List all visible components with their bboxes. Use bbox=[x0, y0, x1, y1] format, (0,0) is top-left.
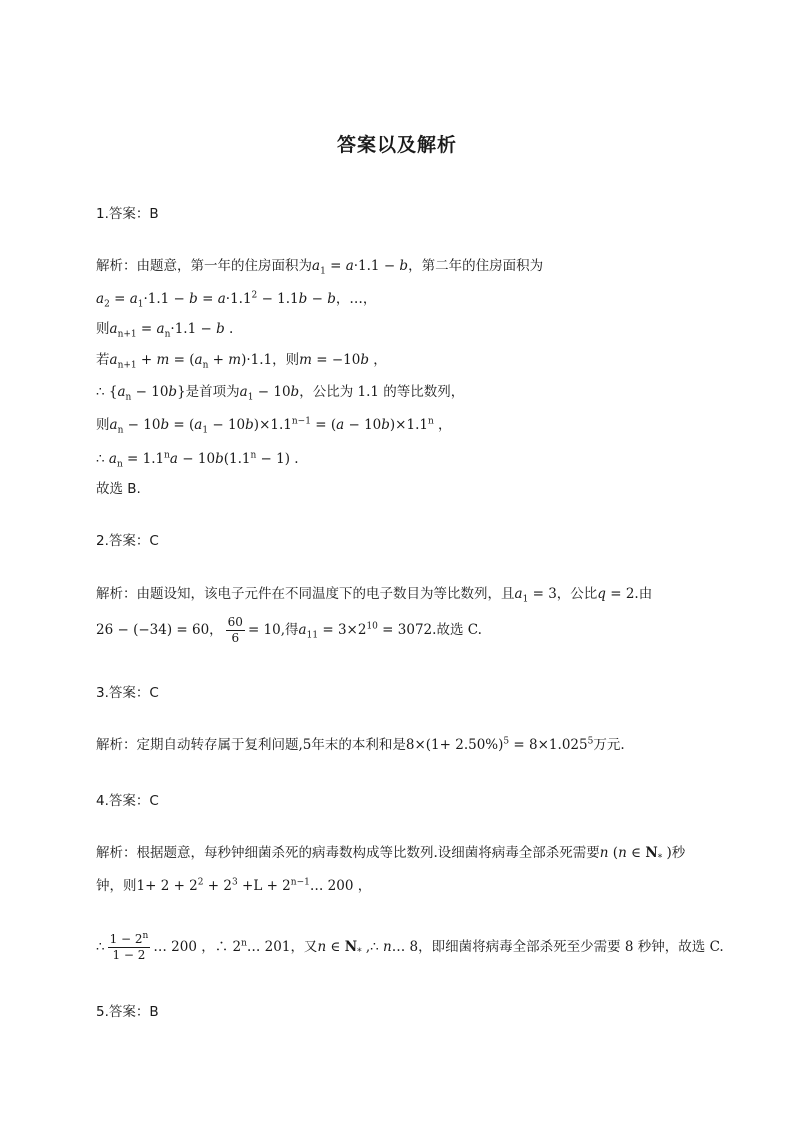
q4-formula-n8: n ∈ $N_*$ ,∴ n… 8 bbox=[317, 939, 419, 958]
q1-text: 若 bbox=[96, 352, 110, 368]
q1-formula-a2: $a_2 = a_1\cdot 1.1 - b = a\cdot 1.1^2 - 1.1b - b$ bbox=[96, 290, 336, 310]
q2-formula-diff: 26 − (−34) = 60 bbox=[96, 622, 210, 638]
q2-solution-line-2 bbox=[96, 614, 706, 646]
q2-answer: 2.答案：C bbox=[96, 533, 159, 549]
q1-text: ，则 bbox=[272, 352, 300, 368]
q1-answer: 1.答案：B bbox=[96, 206, 159, 222]
q4-solution-line-3 bbox=[96, 930, 724, 964]
q3-text: 解析：定期自动转存属于复利问题,5年末的本利和是 bbox=[96, 737, 406, 753]
q4-fraction-geometric-sum: $\frac{1 - 2^n}{1 - 2}$ bbox=[109, 931, 149, 962]
q1-formula-m: $a_{n+1} + m = (a_n + m)\cdot 1.1$ bbox=[109, 352, 273, 371]
q1-conclusion: 故选 B. bbox=[96, 481, 141, 497]
q3-text: 万元. bbox=[593, 737, 625, 753]
q1-text: ，…， bbox=[335, 291, 377, 307]
q1-solution-line-5 bbox=[96, 382, 706, 402]
q3-solution-line-1 bbox=[96, 735, 706, 755]
q2-formula-a1: $a_1 = 3$ bbox=[514, 586, 557, 605]
q1-solution-line-3 bbox=[96, 319, 706, 339]
q3-answer: 3.答案：C bbox=[96, 685, 159, 701]
q3-formula-compound: $8\times(1+ 2.50\%)^5 = 8\times 1.025^5$ bbox=[405, 736, 594, 753]
q1-formula-m-value: m = −10b ， bbox=[299, 352, 387, 368]
q1-text: ，公比为 1.1 的等比数列， bbox=[299, 384, 465, 400]
q1-text: 则 bbox=[96, 321, 110, 337]
q1-text: 是首项为 bbox=[185, 384, 240, 400]
q2-text: .故选 C. bbox=[432, 622, 482, 638]
q1-solution-line-1 bbox=[96, 256, 706, 276]
q1-text: 则 bbox=[96, 417, 110, 433]
q1-formula-sequence: ∴ $\{a_n - 10b\}$ bbox=[96, 384, 186, 403]
q1-formula-a1: $a_1 = a\cdot 1.1 - b$ bbox=[312, 258, 409, 277]
q4-text: 秒 bbox=[671, 845, 686, 861]
q2-formula-q: q = 2 bbox=[597, 586, 635, 602]
q5-answer: 5.答案：B bbox=[96, 1004, 159, 1020]
q2-solution-line-1 bbox=[96, 584, 706, 604]
q2-text: .由 bbox=[634, 586, 653, 602]
q4-text: ，即细菌将病毒全部杀死至少需要 8 秒钟，故选 C. bbox=[418, 939, 724, 955]
q1-solution-line-6 bbox=[96, 415, 706, 435]
q4-formula-sum: $1+ 2 + 2^2 + 2^3 +L$ + $2^{n-1}\dots$ 200 ， bbox=[136, 877, 372, 894]
q1-formula-first-term: $a_1 - 10b$ bbox=[239, 384, 300, 403]
q4-text: 解析：根据题意，每秒钟细菌杀死的病毒数构成等比数列.设细菌将病毒全部杀死需要 bbox=[96, 845, 600, 861]
q4-formula-therefore: ∴ bbox=[96, 939, 105, 955]
q4-solution-line-2 bbox=[96, 876, 706, 896]
q2-text: 解析：由题设知，该电子元件在不同温度下的电子数目为等比数列，且 bbox=[96, 586, 515, 602]
q1-text: ，第二年的住房面积为 bbox=[408, 258, 544, 274]
q1-formula-recurrence: $a_{n+1} = a_n\cdot 1.1 - b$ . bbox=[109, 321, 234, 340]
q4-solution-line-1 bbox=[96, 843, 706, 863]
q2-text: ， bbox=[209, 622, 223, 638]
q1-solution-line-2 bbox=[96, 289, 706, 309]
q2-formula-a11: $a_{11} = 3\times 2^{10} = 3072$ bbox=[298, 621, 433, 641]
q4-formula-ineq: … 200 ，∴ 2$^n$… 201 bbox=[153, 938, 291, 955]
q2-fraction-60-6: $\frac{60}{6}$ bbox=[227, 615, 243, 645]
q2-text: ，公比 bbox=[556, 586, 598, 602]
q1-formula-general: $a_n - 10b = (a_1 - 10b)\times 1.1^{n-1} = (a - 10b)\times 1.1^n$ ， bbox=[109, 416, 452, 436]
q4-text: ，又 bbox=[290, 939, 318, 955]
q1-solution-line-7 bbox=[96, 449, 706, 469]
page-title: 答案以及解析 bbox=[336, 134, 457, 156]
q2-formula-10: = 10 bbox=[247, 622, 281, 638]
q4-answer: 4.答案：C bbox=[96, 793, 159, 809]
q4-formula-n: n (n ∈ $N_*$ ) bbox=[599, 845, 672, 864]
q4-text: 钟，则 bbox=[96, 878, 137, 894]
q1-solution-line-4 bbox=[96, 350, 706, 370]
q2-text: ,得 bbox=[280, 622, 299, 638]
q1-text: 解析：由题意，第一年的住房面积为 bbox=[96, 258, 312, 274]
q1-formula-result: ∴ $a_n = 1.1^na - 10b(1.1^n - 1)$ . bbox=[96, 450, 299, 470]
